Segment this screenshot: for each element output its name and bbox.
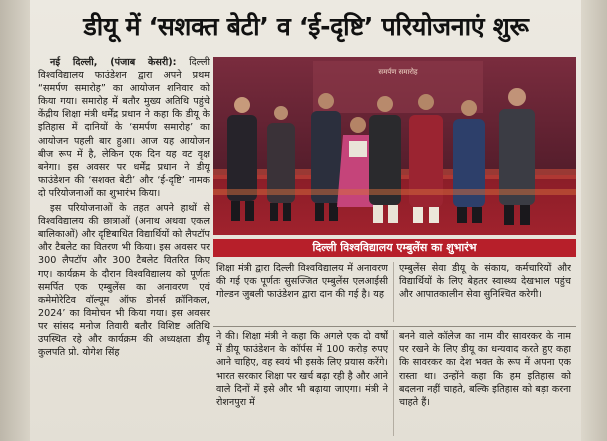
event-photo [213,57,576,235]
upper-column-2-text: एम्बुलेंस सेवा डीयू के संकाय, कर्मचारियों और विद्यार्थियों के लिए बेहतर स्वास्थ्य देखभाल पहुंच और आपातकालीन सेवा सुनिश्चित करेगी। [399,263,571,301]
left-article-column [38,56,210,436]
photo-caption: दिल्ली विश्वविद्यालय एम्बुलेंस का शुभारंभ [213,239,576,257]
lower-column-1-text: ने की। शिक्षा मंत्री ने कहा कि अगले एक दो वर्षों में डीयू फाउंडेशन के कॉर्पस में 100 करोड़ रुपए आने चाहिए, वह स्वयं भी इसके लिए प्रयास करेंगे। भारत सरकार शिक्षा पर खर्च बढ़ा रही है और आने वाले दिनों में इसे और भी बढ़ाया जाएगा। मंत्री ने रोशनपुरा में [216,331,388,409]
lower-column-1 [216,330,388,436]
upper-column-2 [399,262,571,322]
upper-column-1-text: शिक्षा मंत्री द्वारा दिल्ली विश्वविद्यालय में अनावरण की गई एक पूर्णतः सुसज्जित एम्बुलेंस एलआईसी गोल्डन जुबली फाउंडेशन द्वारा दान की गई है। यह [216,263,388,301]
column-rule-lower [393,330,394,436]
dateline: नई दिल्ली, (पंजाब केसरी): [50,57,177,68]
headline: डीयू में ‘सशक्त बेटी’ व ‘ई-दृष्टि’ परियोजनाएं शुरू [83,12,529,41]
page-shadow-left [0,0,30,441]
lower-column-2 [399,330,571,436]
section-divider [213,326,576,327]
left-paragraph-1 [38,56,210,200]
left-paragraph-1-text: दिल्ली विश्वविद्यालय फाउंडेशन द्वारा अपने प्रथम “समर्पण समारोह” का आयोजन शनिवार को किया गया। समारोह में बतौर मुख्य अतिथि पहुंचे केंद्रीय शिक्षा मंत्री धर्मेंद्र प्रधान ने कहा कि डीयू के इतिहास में दानियों के ‘समर्पण समारोह’ का आयोजन पहली बार हुआ। आज यह आयोजन बीज रूप में है, लेकिन एक दिन यह वट वृक्ष बनेगा। इस अवसर पर धर्मेंद्र प्रधान ने डीयू फाउंडेशन की ‘सशक्त बेटी’ और ‘ई-दृष्टि’ नामक दो परियोजनाओं का शुभारंभ किया। [38,57,210,199]
left-paragraph-2: इस परियोजनाओं के तहत अपने हाथों से विश्वविद्यालय की छात्राओं (अनाथ अथवा एकल बालिकाओं) और दृष्टिबाधित विद्यार्थियों को लैपटॉप और टैबलेट का वितरण भी किया। इस अवसर पर 300 लैपटॉप और 300 टैबलेट वितरित किए गए। कार्यक्रम के दौरान विश्वविद्यालय को पूर्णतः समर्पित एक एम्बुलेंस का अनावरण एवं कमेमोरेटिव वॉल्यूम ऑफ डोनर्स क्रॉनिकल, 2024’ का विमोचन भी किया गया। इस अवसर पर सांसद मनोज तिवारी बतौर विशिष्ट अतिथि उपस्थित रहे और कार्यक्रम की अध्यक्षता डीयू कुलपति प्रो. योगेश सिंह [38,203,210,359]
upper-column-1 [216,262,388,322]
stage-banner-text: समर्पण समारोह [378,68,418,76]
event-photo-illustration [213,57,576,235]
column-rule-upper [393,262,394,322]
page-shadow-right [581,0,607,441]
lower-column-2-text: बनने वाले कॉलेज का नाम वीर सावरकर के नाम पर रखने के लिए डीयू का धन्यवाद करते हुए कहा कि सावरकर का देश भक्त के रूप में अपना एक रास्ता था। उन्होंने कहा कि हम इतिहास को बदलना नहीं चाहते, बल्कि इतिहास को बड़ा करना चाहते हैं। [399,331,571,409]
